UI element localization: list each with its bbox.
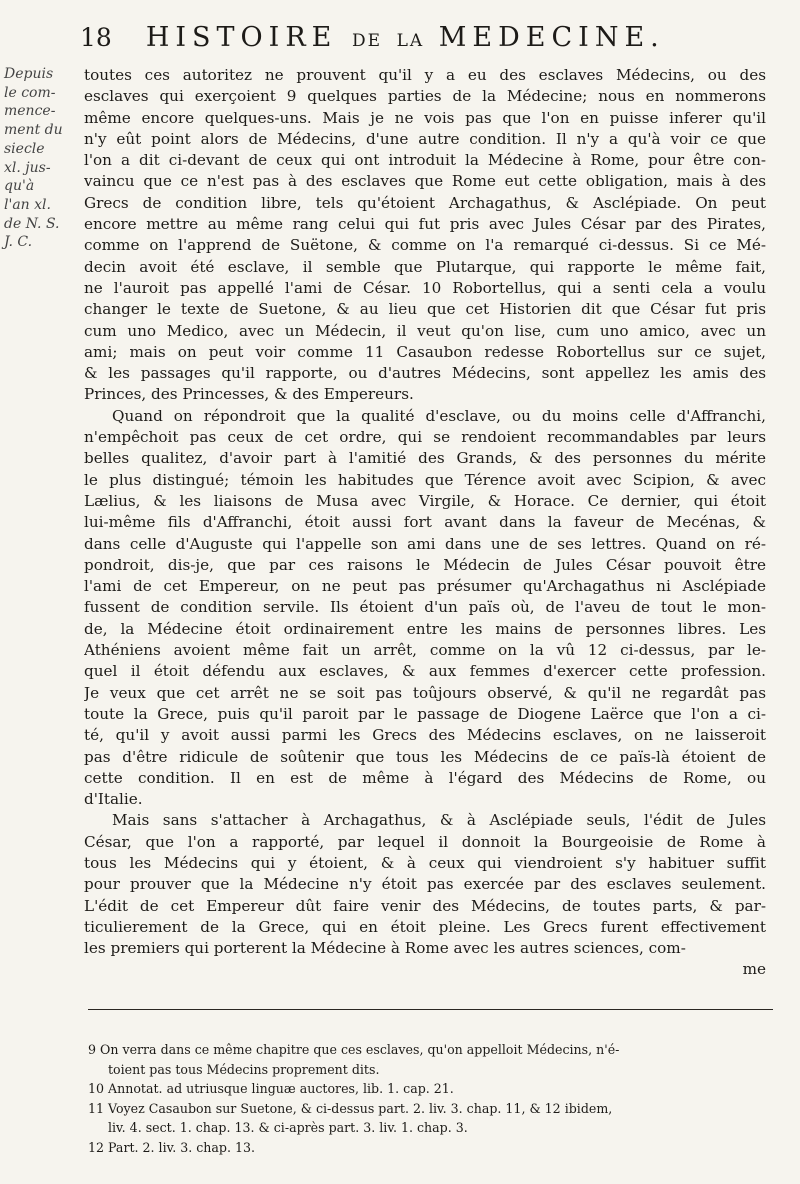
main-text xyxy=(84,65,766,981)
text-line: de, la Médecine étoit ordinairement entre les mains de personnes libres. Les xyxy=(84,619,766,638)
margin-note-line: xl. jus- xyxy=(4,159,51,176)
margin-note-line: qu'à xyxy=(4,178,35,195)
page-number: 18 xyxy=(80,23,112,52)
text-line: toute la Grece, puis qu'il paroit par le passage de Diogene Laërce que l'on a ci- xyxy=(84,704,766,723)
footnote-line: 12 Part. 2. liv. 3. chap. 13. xyxy=(88,1139,256,1155)
title-medecine: MEDECINE. xyxy=(438,22,665,53)
footnote-rule xyxy=(88,1009,773,1010)
text-line: pondroit, dis-je, que par ces raisons le Médecin de Jules César pouvoit être xyxy=(84,555,766,574)
text-line: César, que l'on a rapporté, par lequel il donnoit la Bourgeoisie de Rome à xyxy=(84,832,766,851)
text-line: quel il étoit défendu aux esclaves, & aux femmes d'exercer cette profession. xyxy=(84,662,766,681)
text-line: lui-même fils d'Affranchi, étoit aussi fort avant dans la faveur de Mecénas, & xyxy=(84,513,766,532)
footnote-line: 11 Voyez Casaubon sur Suetone, & ci-dessus part. 2. liv. 3. chap. 11, & 12 ibidem, xyxy=(88,1100,613,1116)
text-line: esclaves qui exerçoient 9 quelques parties de la Médecine; nous en nommerons xyxy=(84,87,766,106)
text-line: comme on l'apprend de Suëtone, & comme on l'a remarqué ci-dessus. Si ce Mé- xyxy=(84,236,766,255)
margin-note-line: ment du xyxy=(4,122,63,139)
running-header xyxy=(80,22,770,62)
text-line: vaincu que ce n'est pas à des esclaves que Rome eut cette obligation, mais à des xyxy=(84,172,766,191)
text-line: Princes, des Princesses, & des Empereurs. xyxy=(84,385,414,404)
text-line: belles qualitez, d'avoir part à l'amitié des Grands, & des personnes du mérite xyxy=(84,449,766,468)
text-line: pour prouver que la Médecine n'y étoit pas exercée par des esclaves seulement. xyxy=(84,875,766,894)
text-line: encore mettre au même rang celui qui fut pris avec Jules César par des Pirates, xyxy=(84,215,766,234)
footnote-line: 9 On verra dans ce même chapitre que ces esclaves, qu'on appelloit Médecins, n'é- xyxy=(88,1042,620,1057)
text-line: les premiers qui porterent la Médecine à Rome avec les autres sciences, com- xyxy=(84,939,686,958)
text-line: & les passages qu'il rapporte, ou d'autres Médecins, sont appellez les amis des xyxy=(84,364,766,383)
margin-note-line: le com- xyxy=(4,84,56,101)
title-de: DE xyxy=(351,31,383,51)
text-line: même encore quelques-uns. Mais je ne vois pas que l'on en puisse inferer qu'il xyxy=(84,108,766,127)
text-line: L'édit de cet Empereur dût faire venir des Médecins, de toutes parts, & par- xyxy=(84,896,766,915)
footnote-line: toient pas tous Médecins proprement dits. xyxy=(108,1061,380,1077)
margin-note xyxy=(4,65,82,252)
text-line: ami; mais on peut voir comme 11 Casaubon redesse Robortellus sur ce sujet, xyxy=(84,342,766,361)
text-line: n'empêchoit pas ceux de cet ordre, qui se rendoient recommandables par leurs xyxy=(84,428,766,447)
text-line: n'y eût point alors de Médecins, d'une autre condition. Il n'y a qu'à voir ce que xyxy=(84,129,766,148)
text-line: Grecs de condition libre, tels qu'étoient Archagathus, & Asclépiade. On peut xyxy=(84,193,766,212)
paragraph-3 xyxy=(84,810,766,959)
text-line: decin avoit été esclave, il semble que Plutarque, qui rapporte le même fait, xyxy=(84,257,766,276)
catchword: me xyxy=(742,960,766,979)
margin-note-line: J. C. xyxy=(4,234,33,251)
margin-note-line: mence- xyxy=(4,103,56,120)
running-title xyxy=(146,22,665,53)
text-line: d'Italie. xyxy=(84,790,143,809)
text-line: Athéniens avoient même fait un arrêt, comme on la vû 12 ci-dessus, par le- xyxy=(84,641,766,660)
text-line: cette condition. Il en est de même à l'égard des Médecins de Rome, ou xyxy=(84,768,766,787)
footnote-line: liv. 4. sect. 1. chap. 13. & ci-après part. 3. liv. 1. chap. 3. xyxy=(108,1120,468,1136)
footnotes xyxy=(88,1040,773,1158)
text-line: toutes ces autoritez ne prouvent qu'il y a eu des esclaves Médecins, ou des xyxy=(84,66,766,84)
margin-note-line: l'an xl. xyxy=(4,196,51,213)
margin-note-line: Depuis xyxy=(4,66,54,82)
text-line: changer le texte de Suetone, & au lieu que cet Historien dit que César fut pris xyxy=(84,300,766,319)
margin-note-line: siecle xyxy=(4,140,45,157)
text-line: fussent de condition servile. Ils étoient d'un païs où, de l'aveu de tout le mon- xyxy=(84,598,766,617)
text-line: té, qu'il y avoit aussi parmi les Grecs des Médecins esclaves, on ne laisseroit xyxy=(84,726,766,745)
text-line: cum uno Medico, avec un Médecin, il veut qu'on lise, cum uno amico, avec un xyxy=(84,321,766,340)
text-line: dans celle d'Auguste qui l'appelle son ami dans une de ses lettres. Quand on ré- xyxy=(84,534,766,553)
margin-note-line: de N. S. xyxy=(4,215,60,232)
text-line: ne l'auroit pas appellé l'ami de César. 10 Robortellus, qui a senti cela a voulu xyxy=(84,278,766,297)
text-line: Je veux que cet arrêt ne se soit pas toûjours observé, & qu'il ne regardât pas xyxy=(84,683,766,702)
footnote-line: 10 Annotat. ad utriusque linguæ auctores, lib. 1. cap. 21. xyxy=(88,1081,454,1097)
text-line: ticulierement de la Grece, qui en étoit pleine. Les Grecs furent effectivement xyxy=(84,917,766,936)
text-line: Mais sans s'attacher à Archagathus, & à Asclépiade seuls, l'édit de Jules xyxy=(112,811,766,830)
text-line: pas d'être ridicule de soûtenir que tous les Médecins de ce païs-là étoient de xyxy=(84,747,766,766)
title-histoire: HISTOIRE xyxy=(145,22,338,53)
text-line: l'ami de cet Empereur, on ne peut pas présumer qu'Archagathus ni Asclépiade xyxy=(84,577,766,596)
text-line: tous les Médecins qui y étoient, & à ceux qui viendroient s'y habituer suffit xyxy=(84,853,766,872)
paragraph-1 xyxy=(84,65,766,406)
text-line: le plus distingué; témoin les habitudes que Térence avoit avec Scipion, & avec xyxy=(84,470,766,489)
paragraph-2 xyxy=(84,406,766,811)
title-la: LA xyxy=(396,31,425,51)
text-line: Lælius, & les liaisons de Musa avec Virgile, & Horace. Ce dernier, qui étoit xyxy=(84,491,766,510)
text-line: Quand on répondroit que la qualité d'esclave, ou du moins celle d'Affranchi, xyxy=(112,406,766,425)
text-line: l'on a dit ci-devant de ceux qui ont introduit la Médecine à Rome, pour être con- xyxy=(84,151,766,170)
